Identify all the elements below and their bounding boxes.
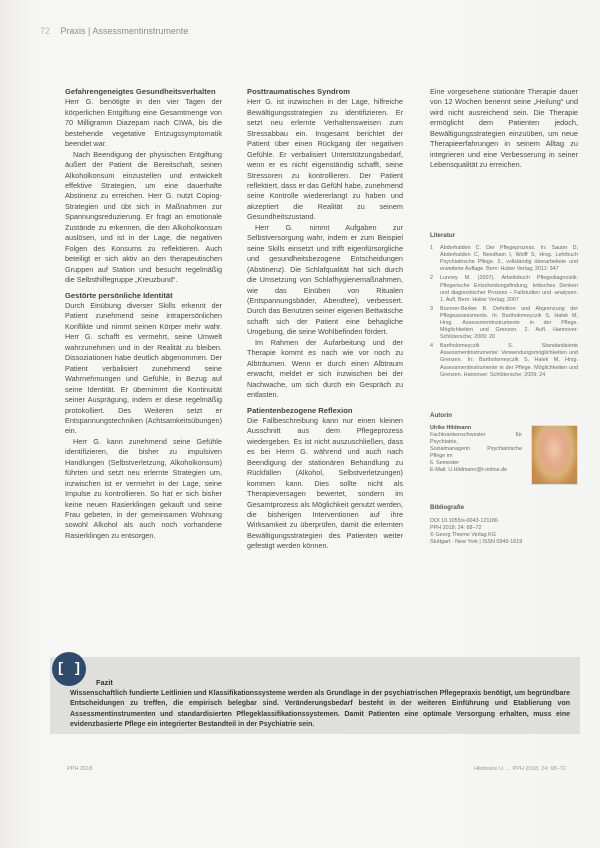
- author-label: Autorin: [430, 411, 452, 419]
- paragraph: Eine vorgesehene stationäre Therapie dauer von 12 Wochen benennt seine „Heilung“ und wird nicht ausreichend sein. Die Therapie ermöglicht dem Patienten jedoch, Bewältigungsstrategien einzuüben, um neue Therapieerfahrungen in seinem Alltag zu integrieren und eine Verbesserung in seiner Lebensqualität zu erreichen.: [430, 87, 578, 170]
- paragraph: Herr G. benötigte in den vier Tagen der körperlichen Entgiftung eine Gesamtmenge von 70 Milligramm Diazepam nach CIWA, bis die bestehende vegetative Entzugssymptomatik beendet war.: [65, 97, 222, 149]
- paragraph: Herr G. nimmt Aufgaben zur Selbstversorgung wahr, indem er zum Beispiel seine Skills einsetzt und trifft eigenfürsorgliche und gesundheitsbezogene Entscheidungen (Abstinenz). Die Schlafqualität hat sich durch die Umsetzung von Schlafhygienemaßnahmen, wie das Einüben von Ritualen (Entspannungsbäder, Abendtee), verbessert. Durch das Benutzen seiner eigenen Bettwäsche schafft sich der Patient eine behagliche Umgebung, die seine Wohlbefinden fördert.: [247, 222, 403, 337]
- paragraph: Herr G. kann zunehmend seine Gefühle identifizieren, die bisher zu impulsiven Handlungen (Selbstverletzung, Alkoholkonsum) führten und setzt neu erlernte Strategien um, inzwischen ist er vermehrt in der Lage, seine Impulse zu kontrollieren. So hat er sich bisher keine neuen Rasierklingen gekauft und seine Frau gebeten, in der gemeinsamen Wohnung sowohl Alkohol als auch noch vorhandene Rasierklingen zu entsorgen.: [65, 436, 222, 540]
- footer-right: Hildmann U. ... PPH 2018; 24: 68–72: [473, 766, 566, 772]
- paragraph: Durch Einübung diverser Skills erkennt der Patient zunehmend seine intrapersönlichen Konflikte und nimmt seinen Körper mehr wahr. Herr G. schafft es vermehrt, seine Umwelt wahrzunehmen und in der Realität zu bleiben. Dissoziationen habe deutlich abgenommen. Der Patient verbalisiert zunehmend seine Wahrnehmungen und Gefühle, in Bezug auf seine Identität. Er übernimmt die Kontinuität seiner Ausprägung, indem er diese regelmäßig protokolliert. Des Weiteren setzt er Entspannungstechniken (Achtsamkeitsübungen) ein.: [65, 300, 222, 436]
- section-title: Praxis | Assessmentinstrumente: [60, 26, 189, 36]
- footer-left: PPH 2018: [67, 766, 93, 772]
- paragraph: Nach Beendigung der physischen Entgiftung äußert der Patient die Bereitschaft, seinen Alkoholkonsum einzustellen und entwickelt effektive Strategien, um eine dauerhafte Abstinenz zu erreichen. Herr G. nutzt Coping-Strategien und übt sich in Maßnahmen zur Spannungsreduzierung. Er fragt an emotionale Zustände zu erkennen, die den Alkoholkonsum auslösen, und ist in der Lage, die negativen Folgen des Konsums zu reflektieren. Auch beteiligt er sich aktiv an den therapeutischen Gruppen auf Station und besucht regelmäßig die Selbsthilfegruppe „Kreuzbund“.: [65, 149, 222, 285]
- fazit-text: Wissenschaftlich fundierte Leitlinien und Klassifikationssysteme werden als Grundlage in der psychiatrischen Pflegepraxis benötigt, um begründbare Entscheidungen zu treffen, die empirisch belegbar sind. Veränderungsbedarf besteht in der weiteren Einführung und Etablierung von Assessmentinstrumenten und standardisierten Pflegeklassifikationssystemen. Damit Patienten eine optimale Versorgung erhalten, muss eine evidenzbasierte Pflege ein integrierter Bestandteil in der Psychiatrie sein.: [70, 690, 570, 729]
- column-left: [65, 87, 222, 541]
- fazit-title: Fazit: [96, 678, 113, 687]
- heading-identitaet: Gestörte persönliche Identität: [65, 290, 173, 300]
- column-middle: [247, 87, 403, 552]
- bibliography: DOI 10.1055/s-0043-121186 PPH 2018; 24: 68–72 © Georg Thieme Verlag KG Stuttgart · New York | ISSN 0949-1619: [430, 517, 523, 545]
- literature-item: 1 Abderhalden C. Der Pflegeprozess. In: Sauter D, Abderhalden C, Needham I, Wolff S, Hrsg. Lehrbuch Psychiatrische Pflege. 3., vollständig überarbeitete und erweiterte Auflage. Bern: Huber Verlag; 2011: 347: [430, 245, 578, 273]
- biblio-label: Bibliografie: [430, 504, 465, 512]
- heading-reflexion: Patientenbezogene Reflexion: [247, 405, 353, 415]
- author-block: [430, 425, 578, 485]
- heading-gesundheitsverhalten: Gefahrengeneigtes Gesundheitsverhalten: [65, 87, 216, 96]
- literature-item: 4 Bartholomeyczik S. Standardisierte Assessmentinstrumente: Verwendungsmöglichkeiten und Grenzen. In: Bartholomeyczik S, Halek M, Hrsg. Assessmentinstrumente in der Pflege. Möglichkeiten und Grenzen. Hannover: Schlütersche; 2009: 24: [430, 343, 578, 378]
- paragraph: Die Fallbeschreibung kann nur einen kleinen Ausschnitt aus dem Pflegeprozess wiedergeben. Es ist nicht auszuschließen, dass es bei Herrn G. während und auch nach Beendigung der stationären Behandlung zu Rückfällen (Alkohol, Selbstverletzungen) kommen kann. Dies sollte nicht als Therapieversagen bewertet, sondern im Gesamtprozess als Möglichkeit genutzt werden, die bisherigen Interventionen auf ihre Wirksamkeit zu überprüfen, damit die erlernten Bewältigungsstrategien des Patienten weiter gefestigt werden können.: [247, 415, 403, 551]
- running-header: [40, 26, 188, 36]
- page-number: 72: [40, 26, 51, 36]
- author-name: Ulrike Hildmann: [430, 425, 472, 432]
- literature-label: Literatur: [430, 231, 456, 239]
- author-info: Ulrike Hildmann Fachkrankenschwester für Psychiatrie, Sozialmanagerin Psychiatrische Pflege im 6. Semester E-Mail: U.Hildmann@t-online.de: [430, 425, 522, 474]
- literature-item: 3 Brunner-Berker B. Definition und Abgrenzung der Pflegeassessments. In: Bartholomeyczik S, Halek M, Hrsg. Assessmentinstrumente in der Pflege. Möglichkeiten und Grenzen. 2. Aufl. Hannover: Schlütersche; 2009: 20: [430, 305, 578, 341]
- heading-posttraumatisch: Posttraumatisches Syndrom: [247, 87, 350, 96]
- author-photo: [531, 425, 578, 485]
- literature-list: [430, 245, 578, 379]
- paragraph: Herr G. ist inzwischen in der Lage, hilfreiche Bewältigungsstrategien zu identifizieren. Er setzt neu erlernte Verhaltensweisen zum Stressabbau ein. Insgesamt berichtet der Patient über einen Rückgang der negativen Gefühle. Er verbalisiert Unterstützungsbedarf, wenn er es nicht eigenständig schafft, seine Stressoren zu kontrollieren. Der Patient reflektiert, dass er das Gefühl habe, zunehmend seine Kontrolle wiedererlangt zu haben und akzeptiert die Realität zu seinem Gesundheitszustand.: [247, 97, 403, 222]
- paragraph: Im Rahmen der Aufarbeitung und der Therapie kommt es nach wie vor noch zu Albträumen. Wenn er durch einen Albtraum erwacht, meldet er sich inzwischen bei der Nachwache, um sich durch ein Gespräch zu entlasten.: [247, 337, 403, 400]
- column-right: [430, 87, 578, 546]
- literature-item: 2 Lunney M. (2007). Arbeitsbuch Pflegediagnostik: Pflegerische Entscheidungsfindung, kritisches Denken und diagnostischer Prozess – Fallstudien und -analysen. 1. Aufl. Bern: Huber Verlag; 2007: [430, 275, 578, 303]
- fazit-icon: [ ]: [52, 652, 86, 686]
